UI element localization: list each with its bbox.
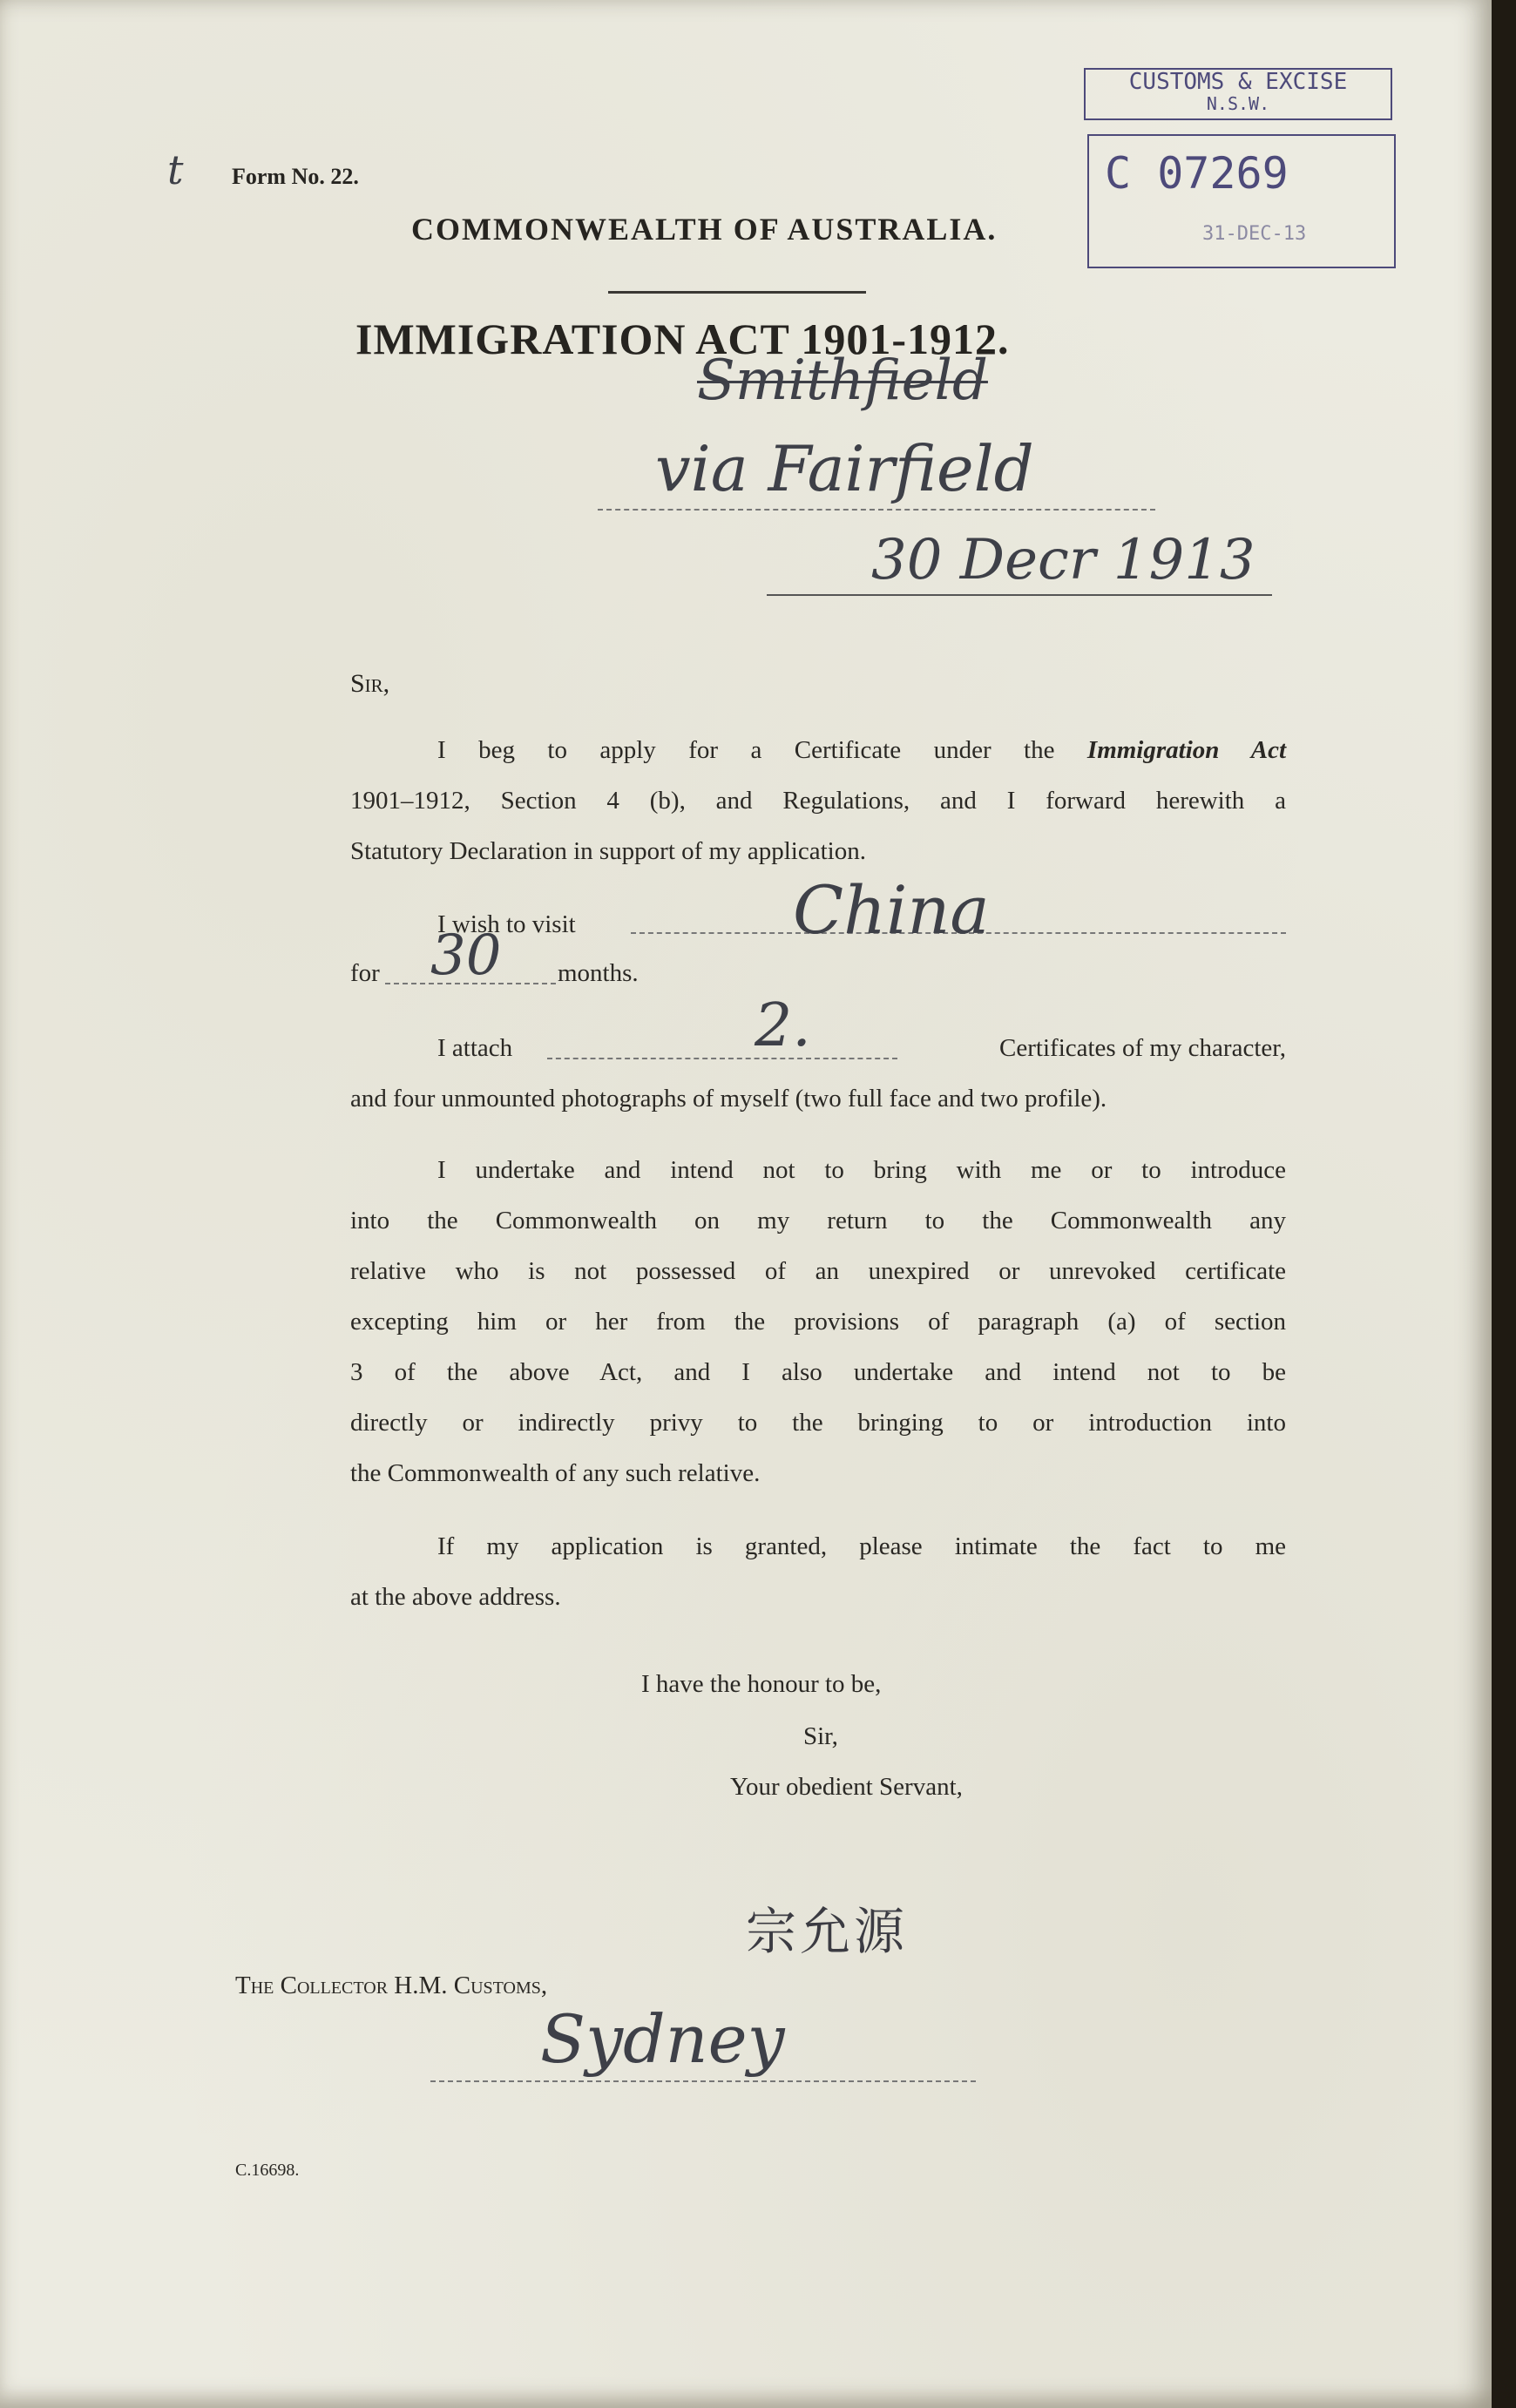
para1-line2: 1901–1912, Section 4 (b), and Regulations, and I forward herewith a [350, 787, 1286, 815]
para1-line1 [437, 725, 1286, 775]
address-line-2: via Fairfield [655, 432, 1034, 505]
chinese-signature: 宗允源 [746, 1902, 909, 1961]
address-line-2-rule [598, 509, 1155, 511]
para3-line3: relative who is not possessed of an unexpired or unrevoked certificate [350, 1257, 1286, 1285]
address-struck-line: Smithfield [697, 348, 988, 413]
stamp-line2: N.S.W. [1206, 93, 1270, 114]
closing-honour: I have the honour to be, [641, 1670, 882, 1698]
para1-act-name: Immigration Act [1086, 736, 1287, 764]
margin-mark: t [167, 146, 184, 193]
address-date-rule [767, 594, 1272, 596]
months-value: 30 [430, 923, 502, 988]
months-label: months. [558, 959, 639, 987]
para1-line3: Statutory Declaration in support of my application. [350, 837, 866, 865]
para4-line2: at the above address. [350, 1583, 561, 1611]
print-code: C.16698. [235, 2161, 300, 2180]
heading-rule [608, 291, 866, 294]
page-edge-shadow [1492, 0, 1516, 2408]
para3-line4: excepting him or her from the provisions of paragraph (a) of section [350, 1308, 1286, 1336]
salutation: Sir, [350, 669, 390, 698]
para4-line1: If my application is granted, please intimate the fact to me [437, 1532, 1286, 1560]
para1-text-a: I beg to apply for a Certificate under the [437, 736, 1055, 764]
visit-value: China [793, 871, 990, 949]
photos-line: and four unmounted photographs of myself (two full face and two profile). [350, 1085, 1107, 1113]
para3-line5: 3 of the above Act, and I also undertake and intend not to be [350, 1358, 1286, 1386]
certificates-label: Certificates of my character, [999, 1034, 1286, 1062]
for-label: for [350, 959, 380, 987]
attach-rule [547, 1058, 897, 1059]
customs-stamp [1079, 68, 1394, 274]
act-title: IMMIGRATION ACT 1901-1912. [355, 315, 1010, 363]
commonwealth-heading: COMMONWEALTH OF AUSTRALIA. [411, 212, 998, 247]
visit-label: I wish to visit [437, 910, 576, 938]
para3-line7: the Commonwealth of any such relative. [350, 1459, 761, 1487]
address-date: 30 Decr 1913 [871, 528, 1255, 592]
attach-label: I attach [437, 1034, 513, 1062]
para3-line2: into the Commonwealth on my return to the Commonwealth any [350, 1207, 1286, 1234]
stamp-date: 31-DEC-13 [1202, 223, 1307, 245]
addressee-rule [430, 2080, 976, 2082]
para3-line6: directly or indirectly privy to the bringing to or introduction into [350, 1409, 1286, 1437]
addressee-city: Sydney [540, 2000, 785, 2078]
stamp-line1: CUSTOMS & EXCISE [1128, 69, 1348, 95]
closing-servant: Your obedient Servant, [730, 1773, 963, 1801]
stamp-number: C 07269 [1105, 148, 1289, 199]
addressee: The Collector H.M. Customs, [235, 1972, 548, 1999]
closing-sir: Sir, [803, 1722, 838, 1750]
attach-value: 2. [755, 991, 811, 1060]
form-number: Form No. 22. [232, 164, 359, 189]
para3-line1: I undertake and intend not to bring with me or to introduce [437, 1156, 1286, 1184]
